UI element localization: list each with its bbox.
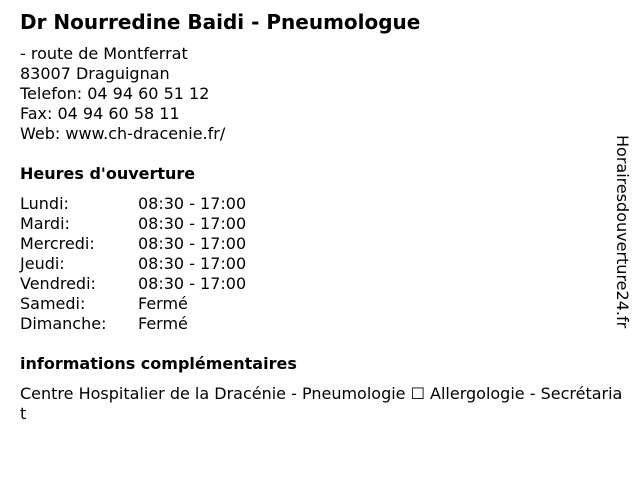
hours-day: Jeudi:	[20, 254, 65, 273]
hours-row	[20, 274, 246, 294]
site-watermark: Horairesdouverture24.fr	[613, 135, 632, 329]
address-block	[20, 44, 225, 144]
hours-row	[20, 254, 246, 274]
hours-day: Dimanche:	[20, 314, 107, 333]
hours-day: Lundi:	[20, 194, 69, 213]
page-title: Dr Nourredine Baidi - Pneumologue	[20, 10, 421, 34]
hours-time: 08:30 - 17:00	[138, 234, 247, 253]
hours-time: Fermé	[138, 294, 188, 313]
hours-time: 08:30 - 17:00	[138, 254, 247, 273]
address-web: Web: www.ch-dracenie.fr/	[20, 124, 226, 143]
hours-time: 08:30 - 17:00	[138, 214, 247, 233]
info-heading: informations complémentaires	[20, 354, 297, 373]
hours-table	[20, 194, 246, 334]
hours-time: Fermé	[138, 314, 188, 333]
hours-time: 08:30 - 17:00	[138, 274, 247, 293]
hours-day: Mercredi:	[20, 234, 95, 253]
hours-row	[20, 294, 246, 314]
hours-row	[20, 234, 246, 254]
info-text: Centre Hospitalier de la Dracénie - Pneumologie ☐ Allergologie - Secrétariat	[20, 384, 623, 423]
hours-row	[20, 194, 246, 214]
address-fax: Fax: 04 94 60 58 11	[20, 104, 180, 123]
address-street: - route de Montferrat	[20, 44, 188, 63]
hours-row	[20, 314, 246, 334]
hours-day: Samedi:	[20, 294, 86, 313]
hours-day: Mardi:	[20, 214, 70, 233]
hours-heading: Heures d'ouverture	[20, 164, 196, 183]
hours-time: 08:30 - 17:00	[138, 194, 247, 213]
address-city: 83007 Draguignan	[20, 64, 170, 83]
hours-day: Vendredi:	[20, 274, 96, 293]
hours-row	[20, 214, 246, 234]
address-phone: Telefon: 04 94 60 51 12	[20, 84, 210, 103]
